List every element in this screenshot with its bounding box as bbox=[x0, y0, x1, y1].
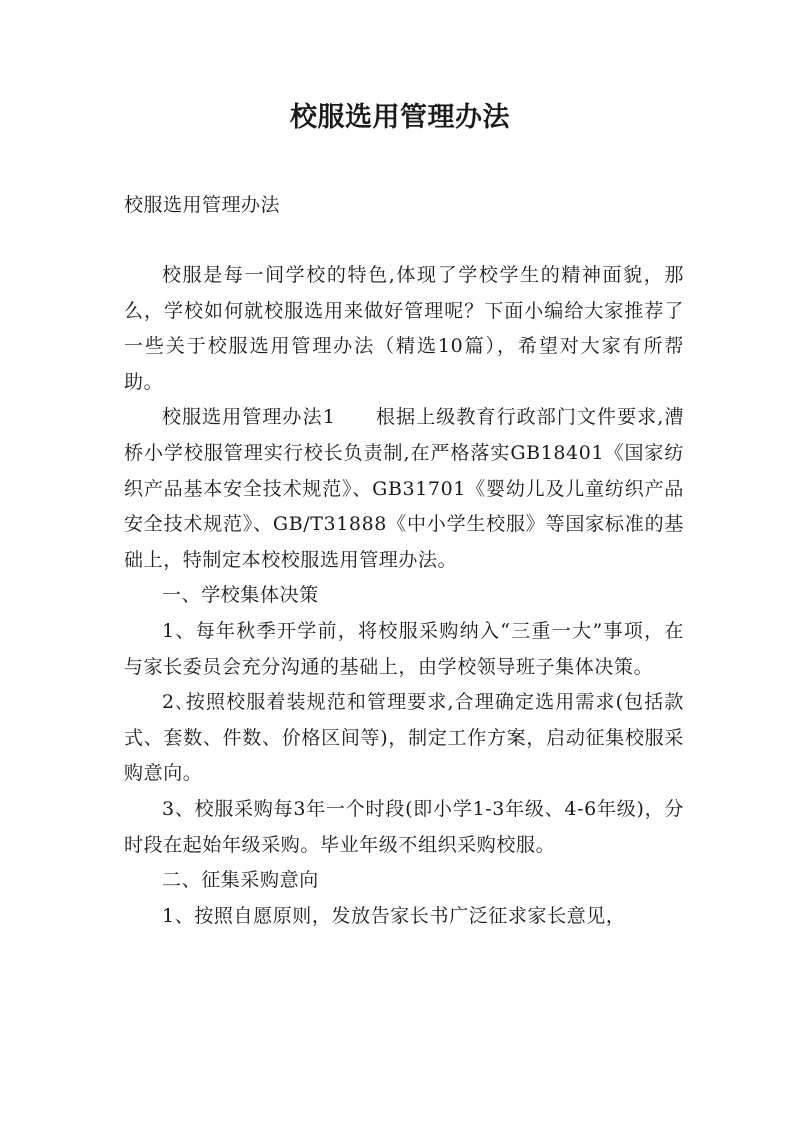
document-subtitle: 校服选用管理办法 bbox=[124, 194, 281, 216]
heading-collective-decision: 一、学校集体决策 bbox=[162, 584, 319, 607]
document-title: 校服选用管理办法 bbox=[290, 102, 510, 133]
item-1-paragraph: 1、每年秋季开学前，将校服采购纳入“三重一大”事项，在与家长委员会充分沟通的基础上，由学校领导班子集体决策。 bbox=[124, 619, 684, 678]
item-2-paragraph: 2､按照校服着装规范和管理要求,合理确定选用需求(包括款式、套数、件数、价格区间等)，制定工作方案，启动征集校服采购意向。 bbox=[124, 691, 684, 785]
item-1b-paragraph: 1、按照自愿原则，发放告家长书广泛征求家长意见， bbox=[162, 904, 626, 927]
heading-collect-intent: 二、征集采购意向 bbox=[162, 869, 319, 892]
item-3-paragraph: 3、校服采购每3年一个时段(即小学1-3年级、4-6年级)，分时段在起始年级采购。毕业年级不组织采购校服。 bbox=[124, 797, 684, 856]
document-body bbox=[124, 258, 684, 934]
intro-paragraph: 校服是每一间学校的特色,体现了学校学生的精神面貌，那么，学校如何就校服选用来做好管理呢？下面小编给大家推荐了一些关于校服选用管理办法（精选10篇），希望对大家有所帮助。 bbox=[124, 264, 684, 393]
section-1-paragraph: 校服选用管理办法1 根据上级教育行政部门文件要求,漕桥小学校服管理实行校长负责制,在严格落实GB18401《国家纺织产品基本安全技术规范》、GB31701《婴幼儿及儿童纺织产品安全技术规范》、GB/T31888《中小学生校服》等国家标准的基础上，特制定本校校服选用管理办法。 bbox=[124, 406, 684, 571]
